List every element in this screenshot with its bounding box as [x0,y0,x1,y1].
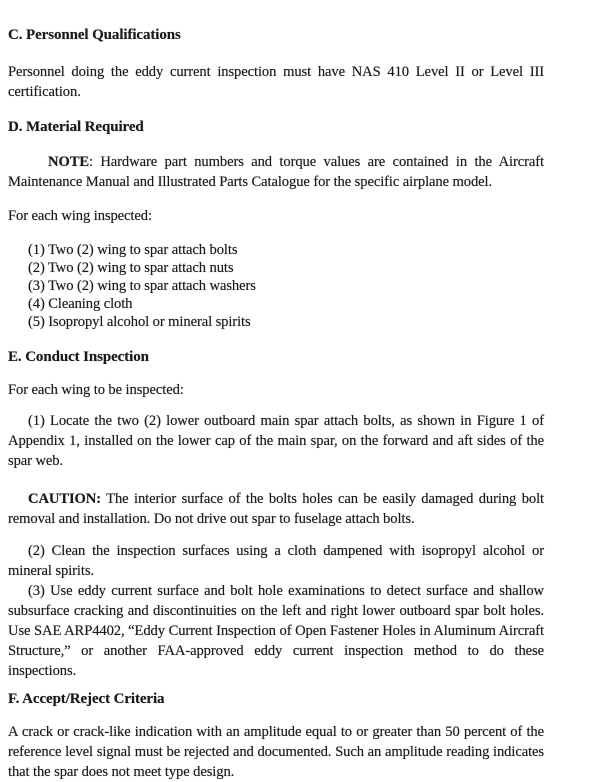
note-paragraph [8,152,544,192]
list-item: (3) Two (2) wing to spar attach washers [28,278,256,294]
caution-label: CAUTION: [28,491,101,507]
list-item: (4) Cleaning cloth [28,296,133,312]
section-e-heading: E. Conduct Inspection [8,349,149,365]
caution-paragraph [8,489,544,529]
note-text: : Hardware part numbers and torque values are contained in the Aircraft Maintenance Manual and Illustrated Parts Catalogue for the specific airplane model. [8,154,544,190]
inspection-intro: For each wing to be inspected: [8,382,184,398]
materials-intro: For each wing inspected: [8,208,152,224]
step-3-paragraph: (3) Use eddy current surface and bolt hole examinations to detect surface and shallow subsurface cracking and discontinuities on the left and right lower outboard spar bolt holes. Use SAE ARP4402, “Eddy Current Inspection of Open Fastener Holes in Aluminum Aircraft Structure,” or another FAA-approved eddy current inspection method to do these inspections. [8,583,544,679]
section-f-heading: F. Accept/Reject Criteria [8,691,165,707]
step-2-paragraph: (2) Clean the inspection surfaces using a cloth dampened with isopropyl alcohol or mineral spirits. [8,543,544,579]
list-item: (2) Two (2) wing to spar attach nuts [28,260,234,276]
materials-list [8,241,544,331]
caution-text: The interior surface of the bolts holes can be easily damaged during bolt removal and installation. Do not drive out spar to fuselage attach bolts. [8,491,544,527]
section-c-heading: C. Personnel Qualifications [8,27,181,43]
section-f-paragraph: A crack or crack-like indication with an amplitude equal to or greater than 50 percent of the reference level signal must be rejected and documented. Such an amplitude reading indicates that the spar does not meet type design. [8,724,544,780]
note-label: NOTE [48,154,89,170]
list-item: (5) Isopropyl alcohol or mineral spirits [28,314,251,330]
list-item: (1) Two (2) wing to spar attach bolts [28,242,238,258]
step-1-paragraph: (1) Locate the two (2) lower outboard main spar attach bolts, as shown in Figure 1 of Appendix 1, installed on the lower cap of the main spar, on the forward and aft sides of the spar web. [8,413,544,469]
section-d-heading: D. Material Required [8,119,144,135]
section-c-paragraph: Personnel doing the eddy current inspection must have NAS 410 Level II or Level III certification. [8,64,544,100]
